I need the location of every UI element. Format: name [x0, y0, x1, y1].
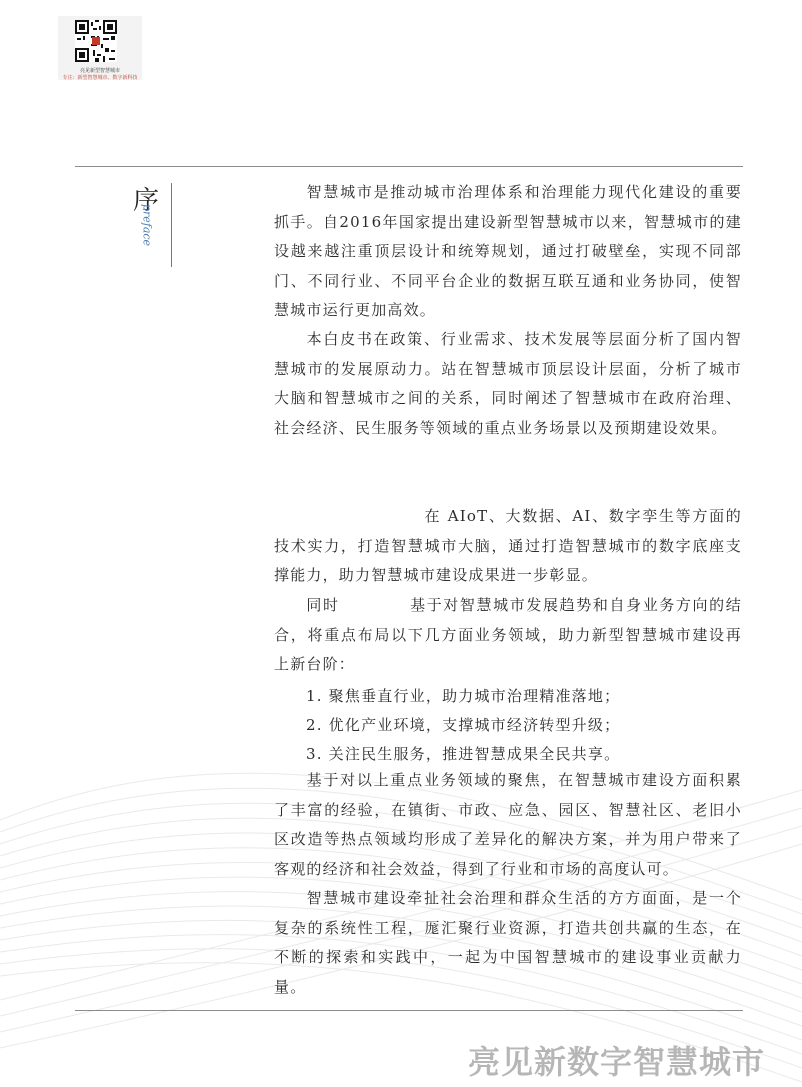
qr-caption-title: 亮见新型智慧城市	[79, 68, 120, 74]
section-accent-bar	[171, 183, 172, 267]
paragraph-1	[274, 178, 742, 326]
paragraph-4-text: 基于对智慧城市发展趋势和自身业务方向的结合，将重点布局以下几方面业务领域，助力新型智慧城市建设再上新台阶：	[274, 596, 742, 673]
bottom-divider	[75, 1010, 743, 1011]
footer-watermark: 亮见新数字智慧城市	[468, 1043, 766, 1081]
section-title: 序	[133, 186, 160, 216]
paragraph-4	[274, 591, 742, 680]
paragraph-5-text: 基于对以上重点业务领域的聚焦，在智慧城市建设方面积累了丰富的经验，在镇街、市政、应急、园区、智慧社区、老旧小区改造等热点领域均形成了差异化的解决方案，并为用户带来了客观的经济和社会效益，得到了行业和市场的高度认可。	[274, 771, 742, 878]
paragraph-3	[274, 502, 742, 591]
section-subtitle: preface	[140, 203, 154, 247]
paragraph-4-lead: 同时	[306, 596, 340, 614]
paragraph-1-text: 智慧城市是推动城市治理体系和治理能力现代化建设的重要抓手。自2016年国家提出建设新型智慧城市以来，智慧城市的建设越来越注重顶层设计和统筹规划，通过打破壁垒，实现不同部门、不同行业、不同平台企业的数据互联互通和业务协同，使智慧城市运行更加高效。	[274, 183, 742, 319]
paragraph-2	[274, 325, 742, 443]
list-item: 3. 关注民生服务，推进智慧成果全民共享。	[306, 745, 621, 763]
paragraph-6-text: 智慧城市建设牵扯社会治理和群众生活的方方面面，是一个复杂的系统性工程，厖汇聚行业资源，打造共创共赢的生态，在不断的探索和实践中，一起为中国智慧城市的建设事业贡献力量。	[274, 889, 742, 996]
paragraph-6	[274, 884, 742, 1002]
paragraph-2-text: 本白皮书在政策、行业需求、技术发展等层面分析了国内智慧城市的发展原动力。站在智慧城市顶层设计层面，分析了城市大脑和智慧城市之间的关系，同时阐述了智慧城市在政府治理、社会经济、民生服务等领域的重点业务场景以及预期建设效果。	[274, 330, 742, 437]
paragraph-5	[274, 766, 742, 884]
list-item: 1. 聚焦垂直行业，助力城市治理精准落地；	[306, 687, 621, 705]
qr-code-icon	[75, 20, 117, 62]
top-divider	[75, 166, 743, 167]
paragraph-3-text: 在 AIoT、大数据、AI、数字孪生等方面的技术实力，打造智慧城市大脑，通过打造智慧城市的数字底座支撑能力，助力智慧城市建设成果进一步彰显。	[274, 507, 742, 584]
qr-caption-subtitle: 专注：新型智慧城市、数字新科技	[62, 75, 138, 81]
list-item: 2. 优化产业环境，支撑城市经济转型升级；	[306, 716, 621, 734]
